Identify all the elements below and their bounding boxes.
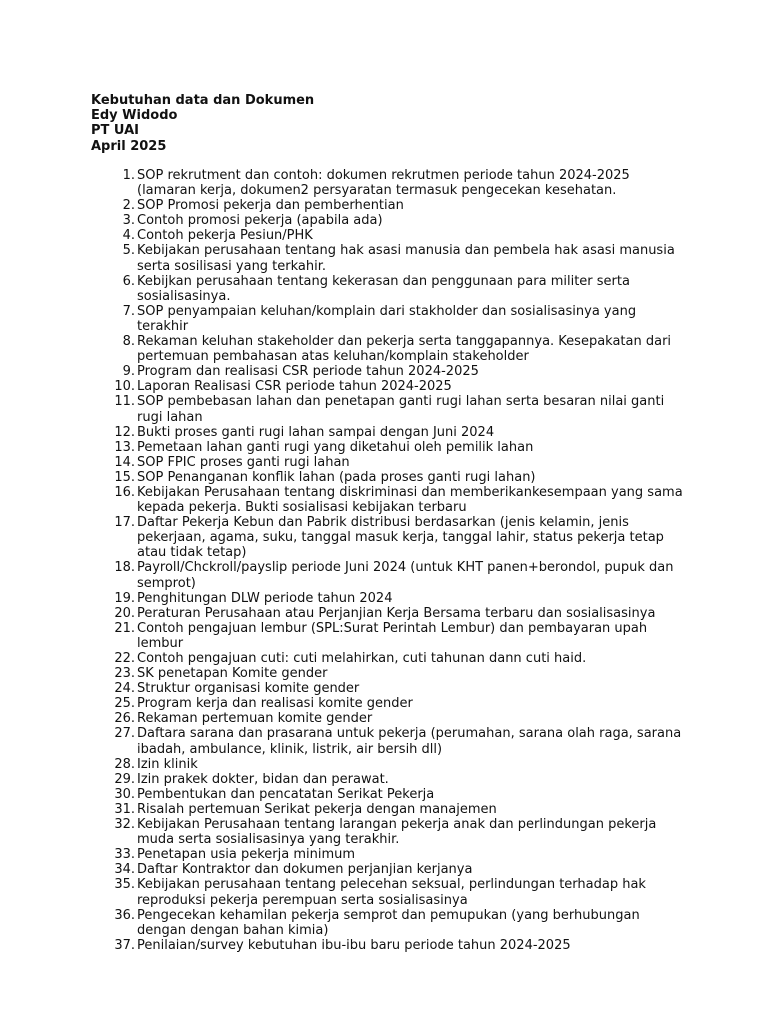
list-item-text: Contoh promosi pekerja (apabila ada) (137, 213, 383, 229)
list-item-text: Kebijakan Perusahaan tentang larangan pekerja anak dan perlindungan pekerja muda serta sosialisasinya yang terakhir. (137, 817, 657, 848)
company-name: PT UAI (91, 123, 139, 139)
list-item-number: 28. (114, 756, 135, 772)
document-date: April 2025 (91, 138, 167, 154)
list-item-number: 17. (114, 515, 135, 531)
list-item-number: 6. (122, 273, 135, 289)
list-item-number: 9. (122, 364, 135, 380)
list-item-number: 37. (114, 937, 135, 953)
list-item (98, 938, 688, 953)
list-item-text: Payroll/Chckroll/payslip periode Juni 2024 (untuk KHT panen+berondol, pupuk dan semprot) (137, 560, 674, 591)
list-item (98, 394, 688, 424)
list-item (98, 334, 688, 364)
list-item-text: Risalah pertemuan Serikat pekerja dengan manajemen (137, 801, 497, 817)
list-item (98, 304, 688, 334)
list-item-number: 32. (114, 817, 135, 833)
requirements-list (98, 168, 688, 953)
list-item (98, 696, 688, 711)
list-item-number: 19. (114, 590, 135, 606)
list-item (98, 606, 688, 621)
list-item (98, 455, 688, 470)
list-item-text: Penetapan usia pekerja minimum (137, 847, 356, 863)
list-item-text: Kebijakan Perusahaan tentang diskriminasi dan memberikankesempaan yang sama kepada pekerja. Bukti sosialisasi kebijakan terbaru (137, 484, 683, 516)
list-item-number: 4. (122, 228, 135, 244)
list-item-text: Program kerja dan realisasi komite gender (137, 696, 413, 712)
list-item-number: 24. (114, 681, 135, 697)
list-item (98, 726, 688, 756)
list-item-text: Peraturan Perusahaan atau Perjanjian Kerja Bersama terbaru dan sosialisasinya (137, 605, 656, 621)
list-item (98, 440, 688, 455)
list-item-text: Pemetaan lahan ganti rugi yang diketahui oleh pemilik lahan (137, 439, 534, 455)
list-item (98, 621, 688, 651)
list-item-text: Izin prakek dokter, bidan dan perawat. (137, 771, 389, 787)
list-item-text: SOP pembebasan lahan dan penetapan ganti rugi lahan serta besaran nilai ganti rugi lahan (137, 394, 665, 425)
list-item-number: 15. (114, 469, 135, 485)
list-item-number: 35. (114, 877, 135, 893)
author-name: Edy Widodo (91, 108, 178, 124)
list-item-text: Izin klinik (137, 756, 198, 772)
list-item-number: 2. (122, 198, 135, 214)
list-item (98, 243, 688, 273)
list-item-number: 5. (122, 243, 135, 259)
list-item-number: 27. (114, 726, 135, 742)
list-item (98, 485, 688, 515)
document-header (91, 93, 314, 154)
list-item-number: 12. (114, 424, 135, 440)
list-item-text: Laporan Realisasi CSR periode tahun 2024-2025 (137, 379, 452, 395)
list-item-text: SOP Penanganan konflik lahan (pada proses ganti rugi lahan) (137, 469, 536, 485)
document-title: Kebutuhan data dan Dokumen (91, 93, 315, 108)
list-item-text: Pengecekan kehamilan pekerja semprot dan pemupukan (yang berhubungan dengan dengan bahan kimia) (137, 907, 640, 938)
list-item (98, 515, 688, 560)
list-item (98, 817, 688, 847)
list-item-number: 23. (114, 666, 135, 682)
list-item (98, 651, 688, 666)
list-item-text: SOP FPIC proses ganti rugi lahan (137, 454, 350, 470)
list-item-number: 34. (114, 862, 135, 878)
list-item (98, 364, 688, 379)
list-item-number: 30. (114, 786, 135, 802)
list-item (98, 560, 688, 590)
list-item-text: Penilaian/survey kebutuhan ibu-ibu baru periode tahun 2024-2025 (137, 937, 571, 953)
list-item-number: 22. (114, 651, 135, 666)
list-item (98, 228, 688, 243)
list-item-number: 13. (114, 439, 135, 455)
list-item-number: 29. (114, 771, 135, 787)
list-item-text: SOP penyampaian keluhan/komplain dari stakholder dan sosialisasinya yang terakhir (137, 303, 637, 334)
list-item-text: Kebijakan perusahaan tentang pelecehan seksual, perlindungan terhadap hak reproduksi pekerja perempuan serta sosialisasinya (137, 877, 646, 908)
list-item-number: 21. (114, 620, 135, 636)
list-item (98, 425, 688, 440)
list-item-text: Kebijakan perusahaan tentang hak asasi manusia dan pembela hak asasi manusia serta sosilisasi yang terkahir. (137, 243, 675, 274)
list-item-text: SK penetapan Komite gender (137, 666, 328, 682)
list-item-number: 14. (114, 454, 135, 470)
list-item-number: 1. (122, 168, 135, 183)
list-item-number: 26. (114, 711, 135, 727)
list-item (98, 274, 688, 304)
list-item (98, 666, 688, 681)
list-item-text: Daftar Kontraktor dan dokumen perjanjian kerjanya (137, 862, 473, 878)
list-item-text: Rekaman keluhan stakeholder dan pekerja serta tanggapannya. Kesepakatan dari pertemuan pembahasan atas keluhan/komplain stakeholder (137, 334, 672, 365)
list-item-text: Rekaman pertemuan komite gender (137, 711, 373, 727)
list-item-number: 10. (114, 379, 135, 395)
list-item-number: 11. (114, 394, 135, 410)
list-item (98, 379, 688, 394)
list-item (98, 908, 688, 938)
list-item (98, 681, 688, 696)
list-item (98, 168, 688, 198)
list-item-number: 31. (114, 801, 135, 817)
list-item-text: Bukti proses ganti rugi lahan sampai dengan Juni 2024 (137, 424, 495, 440)
list-item-text: SOP Promosi pekerja dan pemberhentian (137, 198, 404, 214)
list-item-number: 8. (122, 334, 135, 350)
list-item-text: SOP rekrutment dan contoh: dokumen rekrutmen periode tahun 2024-2025 (lamaran kerja, dokumen2 persyaratan termasuk pengecekan kesehatan. (137, 168, 630, 199)
list-item (98, 802, 688, 817)
list-item-text: Program dan realisasi CSR periode tahun 2024-2025 (137, 364, 479, 380)
list-item-text: Struktur organisasi komite gender (137, 681, 360, 697)
list-item-number: 36. (114, 907, 135, 923)
list-item-number: 16. (114, 484, 135, 500)
list-item-text: Kebijkan perusahaan tentang kekerasan dan penggunaan para militer serta sosialisasinya. (137, 273, 630, 304)
list-item-text: Daftara sarana dan prasarana untuk pekerja (perumahan, sarana olah raga, sarana ibadah, ambulance, klinik, listrik, air bersih dll) (137, 726, 682, 757)
list-item-text: Contoh pengajuan lembur (SPL:Surat Perintah Lembur) dan pembayaran upah lembur (137, 620, 648, 651)
list-item-text: Contoh pekerja Pesiun/PHK (137, 228, 313, 244)
list-item (98, 470, 688, 485)
list-item (98, 847, 688, 862)
list-item (98, 772, 688, 787)
list-item-number: 18. (114, 560, 135, 576)
list-item-number: 20. (114, 605, 135, 621)
list-item (98, 213, 688, 228)
list-item (98, 877, 688, 907)
list-item (98, 787, 688, 802)
list-item-text: Contoh pengajuan cuti: cuti melahirkan, cuti tahunan dann cuti haid. (137, 651, 587, 666)
list-item-number: 33. (114, 847, 135, 863)
list-item (98, 711, 688, 726)
list-item (98, 198, 688, 213)
list-item-number: 25. (114, 696, 135, 712)
list-item-text: Daftar Pekerja Kebun dan Pabrik distribusi berdasarkan (jenis kelamin, jenis pekerjaan, agama, suku, tanggal masuk kerja, tanggal lahir, status pekerja tetap atau tidak tetap) (137, 515, 664, 561)
list-item (98, 757, 688, 772)
list-item-number: 7. (122, 303, 135, 319)
list-item-text: Penghitungan DLW periode tahun 2024 (137, 590, 393, 606)
list-item (98, 591, 688, 606)
list-item-text: Pembentukan dan pencatatan Serikat Pekerja (137, 786, 435, 802)
list-item-number: 3. (122, 213, 135, 229)
list-item (98, 862, 688, 877)
